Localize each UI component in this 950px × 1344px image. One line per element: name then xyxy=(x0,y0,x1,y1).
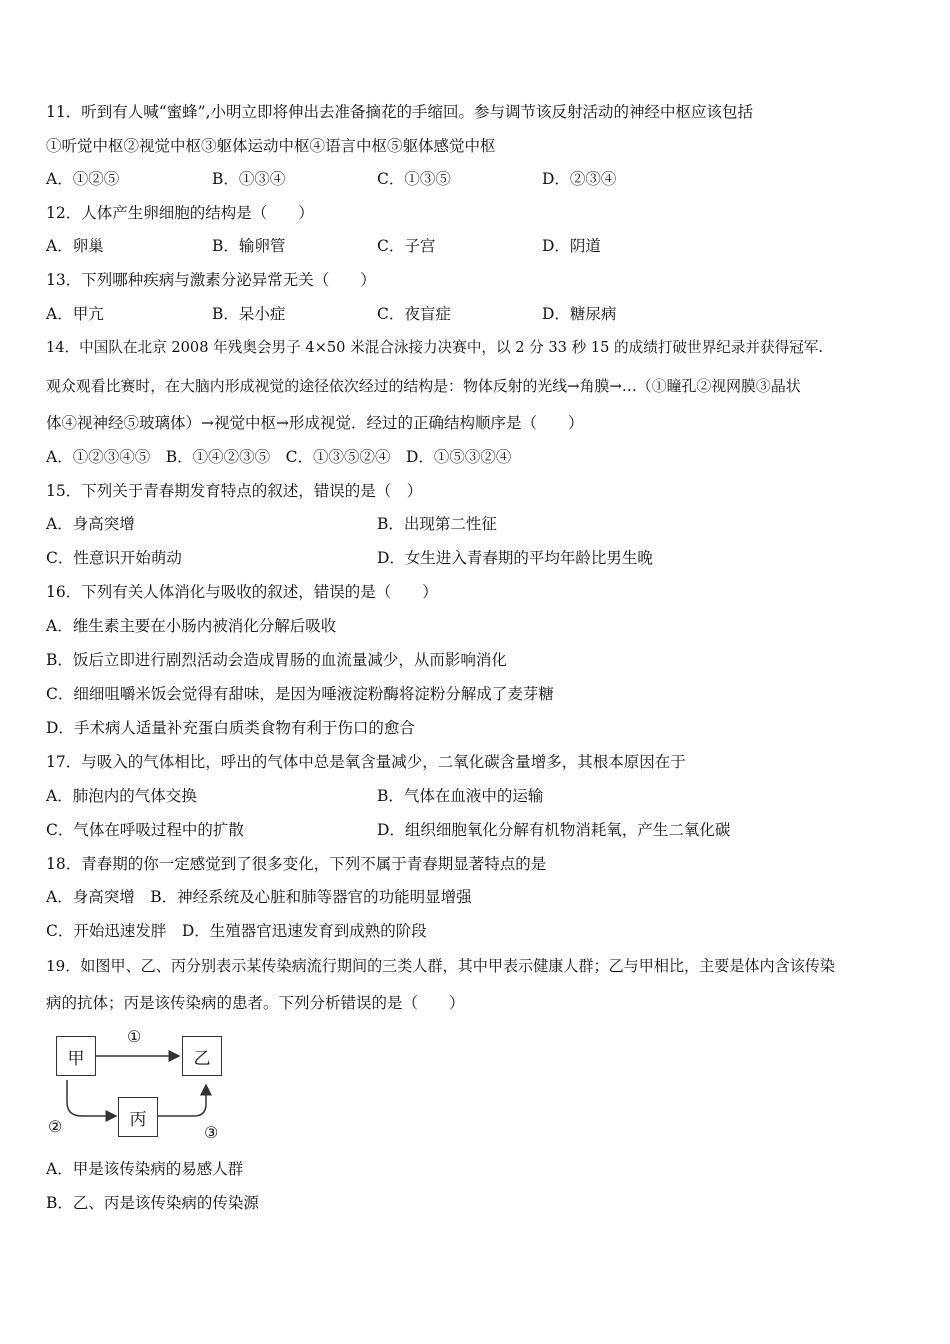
q13-option-c: C．夜盲症 xyxy=(377,305,451,323)
box-bing: 丙 xyxy=(118,1097,158,1137)
q13-option-b: B．呆小症 xyxy=(212,305,286,323)
q11-option-a: A．①②⑤ xyxy=(46,170,120,188)
q14-stem-line1: 14．中国队在北京 2008 年残奥会男子 4×50 米混合泳接力决赛中，以 2 分 33 秒 15 的成绩打破世界纪录并获得冠军. xyxy=(46,339,823,356)
q13-stem: 13．下列哪种疾病与激素分泌异常无关（ ） xyxy=(46,271,376,289)
q12-option-b: B．输卵管 xyxy=(212,237,286,255)
box-jia: 甲 xyxy=(56,1036,96,1076)
q17-option-c: C．气体在呼吸过程中的扩散 xyxy=(46,821,244,839)
q16-option-c: C．细细咀嚼米饭会觉得有甜味，是因为唾液淀粉酶将淀粉分解成了麦芽糖 xyxy=(46,685,554,703)
q11-stem: 11．听到有人喊“蜜蜂”,小明立即将伸出去准备摘花的手缩回。参与调节该反射活动的神经中枢应该包括 xyxy=(46,103,754,121)
arrow-2 xyxy=(67,1080,116,1116)
q11-option-b: B．①③④ xyxy=(212,170,286,188)
q17-option-a: A．肺泡内的气体交换 xyxy=(46,787,197,805)
q19-stem-line2: 病的抗体；丙是该传染病的患者。下列分析错误的是（ ） xyxy=(46,994,465,1012)
q15-option-d: D．女生进入青春期的平均年龄比男生晚 xyxy=(377,549,653,567)
q12-option-a: A．卵巢 xyxy=(46,237,104,255)
q12-option-d: D．阴道 xyxy=(542,237,601,255)
box-yi: 乙 xyxy=(182,1036,222,1076)
q19-option-a: A．甲是该传染病的易感人群 xyxy=(46,1160,244,1178)
q14-stem-line2: 观众观看比赛时，在大脑内形成视觉的途径依次经过的结构是：物体反射的光线→角膜→…（①瞳孔②视网膜③晶状 xyxy=(46,377,801,395)
q16-option-b: B．饭后立即进行剧烈活动会造成胃肠的血流量减少，从而影响消化 xyxy=(46,651,507,669)
q16-option-d: D．手术病人适量补充蛋白质类食物有利于伤口的愈合 xyxy=(46,719,415,737)
q13-option-a: A．甲亢 xyxy=(46,305,104,323)
q16-stem: 16．下列有关人体消化与吸收的叙述，错误的是（ ） xyxy=(46,583,438,601)
q18-options-row1: A．身高突增 B．神经系统及心脏和肺等器官的功能明显增强 xyxy=(46,888,472,906)
q19-stem-line1: 19．如图甲、乙、丙分别表示某传染病流行期间的三类人群，其中甲表示健康人群；乙与甲相比，主要是体内含该传染 xyxy=(46,957,835,975)
marker-1: ① xyxy=(127,1027,142,1046)
marker-2: ② xyxy=(48,1117,63,1136)
q14-options: A．①②③④⑤ B．①④②③⑤ C．①③⑤②④ D．①⑤③②④ xyxy=(46,448,512,466)
marker-3: ③ xyxy=(204,1123,219,1142)
q16-option-a: A．维生素主要在小肠内被消化分解后吸收 xyxy=(46,617,337,635)
q11-stem-items: ①听觉中枢②视觉中枢③躯体运动中枢④语言中枢⑤躯体感觉中枢 xyxy=(46,137,496,155)
q13-option-d: D．糖尿病 xyxy=(542,305,617,323)
q18-options-row2: C．开始迅速发胖 D．生殖器官迅速发育到成熟的阶段 xyxy=(46,922,427,940)
q12-stem: 12．人体产生卵细胞的结构是（ ） xyxy=(46,204,314,222)
q18-stem: 18．青春期的你一定感觉到了很多变化，下列不属于青春期显著特点的是 xyxy=(46,855,547,873)
q15-option-b: B．出现第二性征 xyxy=(377,515,497,533)
q11-option-c: C．①③⑤ xyxy=(377,170,451,188)
q19-option-b: B．乙、丙是该传染病的传染源 xyxy=(46,1194,259,1212)
q15-option-c: C．性意识开始萌动 xyxy=(46,549,182,567)
q17-option-d: D．组织细胞氧化分解有机物消耗氧，产生二氧化碳 xyxy=(377,821,731,839)
q11-option-d: D．②③④ xyxy=(542,170,617,188)
q15-stem: 15．下列关于青春期发育特点的叙述，错误的是（ ） xyxy=(46,482,423,500)
q12-option-c: C．子宫 xyxy=(377,237,436,255)
q15-option-a: A．身高突增 xyxy=(46,515,135,533)
q17-stem: 17．与吸入的气体相比，呼出的气体中总是氧含量减少，二氧化碳含量增多，其根本原因在于 xyxy=(46,753,686,771)
q14-stem-line3: 体④视神经⑤玻璃体）→视觉中枢→形成视觉．经过的正确结构顺序是（ ） xyxy=(46,414,584,432)
arrow-3 xyxy=(158,1085,206,1116)
q17-option-b: B．气体在血液中的运输 xyxy=(377,787,544,805)
